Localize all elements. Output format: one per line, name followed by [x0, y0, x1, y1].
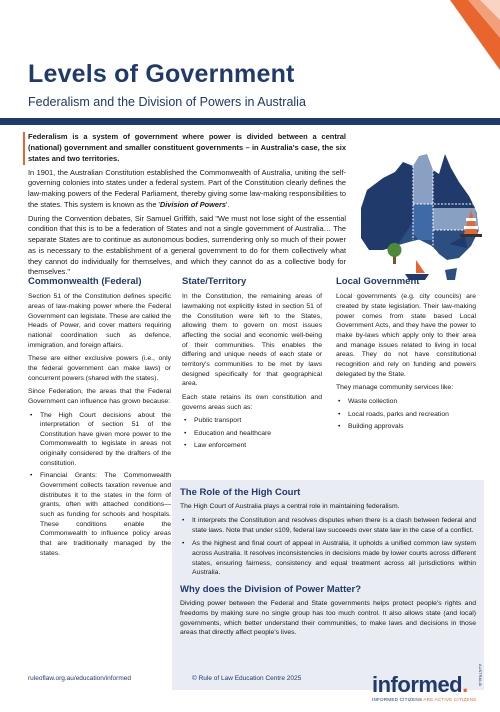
list-item: • Waste collection: [336, 397, 476, 407]
commonwealth-paragraph-3: Since Federation, the areas that the Federal Government can influence has grown because:: [28, 388, 171, 405]
state-paragraph-1: In the Constitution, the remaining areas of lawmaking not explicitly listed in section 51 of the Constitution were left to the States, allowing them to govern on most issues affecting the social and economic well-being of their communities. This enables the differing and unique needs of each state or territory's communities to be met by laws designed specifically for that geographical area.: [182, 293, 322, 388]
why-paragraph: Dividing power between the Federal and State governments helps protect people's rights and freedoms by making sure no single group has too much control. It also allows state (and local) governments, which better understand their communities, to make laws and decisions in those areas that directly affect people's lives.: [180, 600, 476, 637]
intro-lead: Federalism is a system of government where power is divided between a central (national) government and smaller constituent governments – in Australia's case, the six states and two territories.: [23, 132, 346, 165]
commonwealth-column: [28, 275, 171, 561]
high-court-panel: [172, 480, 484, 690]
state-column: [182, 275, 322, 454]
logo-tagline: [372, 697, 476, 702]
australia-map-illustration: [353, 142, 485, 292]
title-rule: [0, 118, 500, 125]
high-court-intro: The High Court of Australia plays a central role in maintaining federalism.: [180, 503, 400, 511]
why-heading: Why does the Division of Power Matter?: [180, 583, 362, 595]
list-item: • Financial Grants: The Commonwealth Government collects taxation revenue and distributes it to the states in the form of grants, often with attached conditions—such as funding for schools and hospitals. These conditions enable the Commonwealth to influence policy areas that are traditionally managed by the states.: [28, 471, 171, 558]
list-item: • Public transport: [182, 416, 322, 426]
local-list: [336, 397, 476, 432]
logo-dot: .: [462, 672, 468, 697]
local-heading: Local Government: [336, 276, 420, 287]
commonwealth-list: [28, 411, 171, 559]
tree-icon: [388, 243, 402, 264]
logo-australia-label: AUSTRALIA: [478, 664, 483, 687]
tagline-part-1: INFORMED CITIZENS: [372, 697, 424, 702]
list-item: • Building approvals: [336, 422, 476, 432]
high-court-list: [180, 516, 476, 578]
local-paragraph-1: Local governments (e.g. city councils) are created by state legislation. Their law-making power comes from state based Local Government Acts, and they have the power to make by-laws which apply only to their area and manage issues related to living in local areas. They do not have constitutional recognition and rely on funding and powers delegated by the State.: [336, 293, 476, 378]
tagline-part-2: ARE ACTIVE CITIZENS: [423, 697, 477, 702]
list-item: • Local roads, parks and recreation: [336, 410, 476, 420]
state-paragraph-2: Each state retains its own constitution and governs areas such as:: [182, 393, 322, 411]
list-item: • Law enforcement: [182, 441, 322, 451]
list-item: • It interprets the Constitution and resolves disputes when there is a clash between federal and state laws. Note that under s109, federal law succeeds over state law in the case of a conflict.: [180, 516, 476, 535]
list-item: • The High Court decisions about the interpretation of section 51 of the Constitution have given more power to the Commonwealth to legislate in areas not originally considered by the drafters of the constitution.: [28, 411, 171, 469]
list-item: • As the highest and final court of appeal in Australia, it upholds a unified common law system across Australia. It resolves inconsistencies in decisions made by lower courts across different states, ensuring fairness, consistency and equal treatment across all jurisdictions within Australia.: [180, 539, 476, 578]
intro-p1-end: '.: [226, 199, 230, 209]
local-column: [336, 275, 476, 435]
local-paragraph-2: They manage community services like:: [336, 384, 454, 392]
corner-chevron-graphic: [430, 0, 500, 80]
intro-p1-text: In 1901, the Australian Constitution established the Commonwealth of Australia, uniting the self-governing colonies into states under a federal system. Part of the Constitution clearly defines the law-making powers of the Federal Parliament, thereby giving some law-making responsibilities to the states. This system is known as the ': [28, 167, 346, 209]
footer-url-link[interactable]: ruleoflaw.org.au/education/informed: [28, 675, 131, 682]
intro-section: [28, 132, 346, 281]
list-item: • Education and healthcare: [182, 429, 322, 439]
page-subtitle: Federalism and the Division of Powers in Australia: [28, 95, 306, 109]
commonwealth-heading: Commonwealth (Federal): [28, 276, 142, 287]
footer-copyright: © Rule of Law Education Centre 2025: [192, 675, 302, 682]
intro-paragraph-2: During the Convention debates, Sir Samuel Griffith, said "We must not lose sight of the essential condition that this is to be a federation of States and not a single government of Australia… The separate States are to continue as autonomous bodies, surrendering only so much of their power as is necessary to the establishment of a general government to do for them collectively what they cannot do individually for themselves, and which they cannot do as a collective body for themselves.": [28, 213, 346, 277]
high-court-heading: The Role of the High Court: [180, 487, 301, 498]
logo-word: informed: [372, 672, 463, 697]
informed-logo: [372, 672, 468, 698]
state-list: [182, 416, 322, 451]
page-title: Levels of Government: [28, 60, 295, 88]
commonwealth-paragraph-1: Section 51 of the Constitution defines specific areas of law-making power where the Federal Government can legislate. These are called the Heads of Power, and cover matters requiring national coordination such as defence, immigration, and foreign affairs.: [28, 293, 171, 349]
intro-paragraph-1: [28, 168, 346, 211]
division-of-powers-term: Division of Powers: [159, 199, 227, 209]
state-heading: State/Territory: [182, 276, 247, 287]
commonwealth-paragraph-2: These are either exclusive powers (i.e., only the federal government can make laws) or concurrent powers (shared with the states).: [28, 355, 171, 382]
